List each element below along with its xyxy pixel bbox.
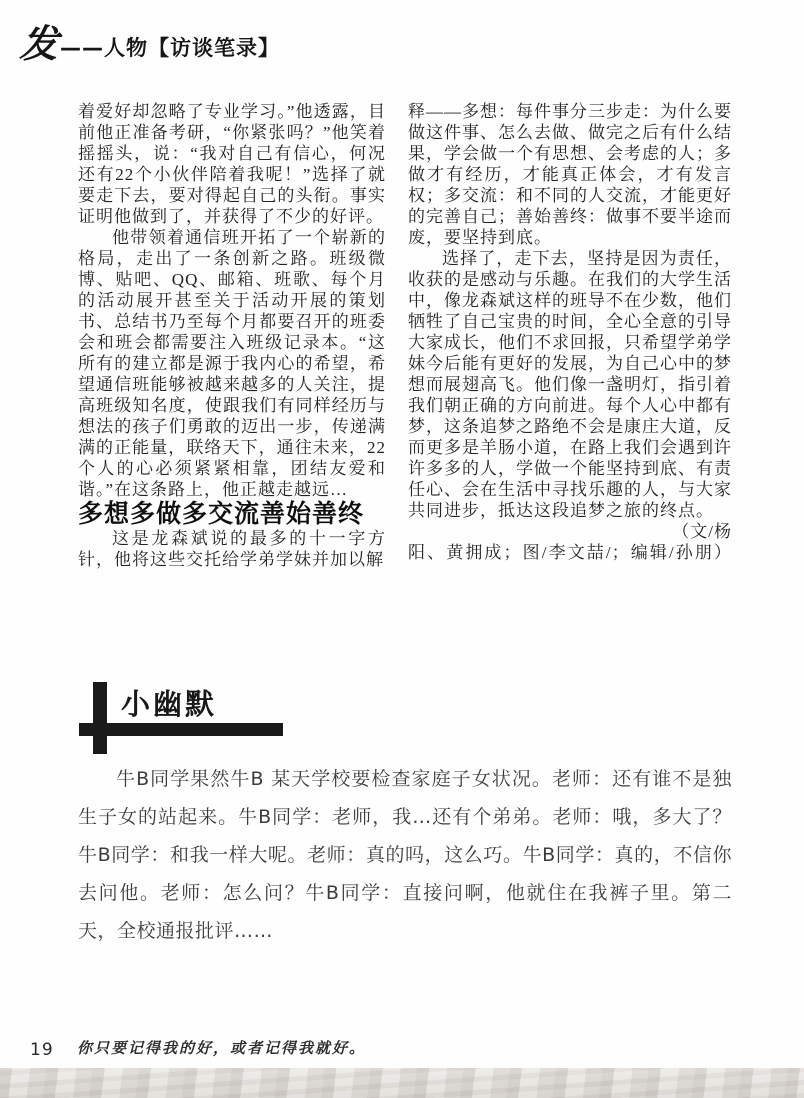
footer-tagline: 你只要记得我的好，或者记得我就好。 [77,1039,367,1057]
article-subheading: 多想多做多交流善始善终 [78,499,365,528]
humor-joke-text: 牛B同学果然牛B 某天学校要检查家庭子女状况。老师：还有谁不是独生子女的站起来。牛B同学：老师，我…还有个弟弟。老师：哦，多大了？牛B同学：和我一样大呢。老师：真的吗，这么巧。牛B同学：真的，不信你去问他。老师：怎么问？牛B同学：直接问啊，他就住在我裤子里。第二天，全校通报批评…… [78,768,732,942]
article-paragraph: 这是龙森斌说的最多的十一字方针，他将这些交托给学弟学妹并加以解 [78,529,386,569]
page-number: 19 [30,1040,54,1060]
bottom-texture-strip [0,1068,804,1098]
article-paragraph: 着爱好却忽略了专业学习。”他透露，目前他正准备考研，“你紧张吗？”他笑着摇摇头，说：“我对自己有信心，何况还有22个小伙伴陪着我呢！”选择了就要走下去，要对得起自己的头衔。事实证明他做到了，并获得了不少的好评。 [78,102,386,226]
article-column-left [78,101,386,570]
humor-section-title: 小幽默 [121,687,218,721]
section-title: ——人物【访谈笔录】 [60,36,281,60]
article-paragraph: 选择了，走下去，坚持是因为责任，收获的是感动与乐趣。在我们的大学生活中，像龙森斌这样的班导不在少数，他们牺牲了自己宝贵的时间，全心全意的引导大家成长，他们不求回报，只希望学弟学妹今后能有更好的发展，为自己心中的梦想而展翅高飞。他们像一盏明灯，指引着我们朝正确的方向前进。每个人心中都有梦，这条追梦之路绝不会是康庄大道，反而更多是羊肠小道，在路上我们会遇到许许多多的人，学做一个能坚持到底、有责任心、会在生活中寻找乐趣的人，与大家共同进步，抵达这段追梦之旅的终点。 [408,249,732,520]
humor-crossbar-vertical [93,682,107,754]
byline-credit-line1: （文/杨 [672,522,732,541]
article-paragraph: 他带领着通信班开拓了一个崭新的格局，走出了一条创新之路。班级微博、贴吧、QQ、邮箱、班歌、每个月的活动展开甚至关于活动开展的策划书、总结书乃至每个月都要召开的班委会和班会都需要注入班级记录本。“这所有的建立都是源于我内心的希望，希望通信班能够被越来越多的人关注，提高班级知名度，使跟我们有同样经历与想法的孩子们勇敢的迈出一步，传递满满的正能量，联络天下，通往未来，22个人的心必须紧紧相靠，团结友爱和谐。”在这条路上，他正越走越远… [78,228,386,499]
humor-crossbar-horizontal [79,723,283,736]
page-header [20,16,280,64]
article-column-right [408,101,732,563]
masthead-logo-char: 发 [18,21,60,66]
article-paragraph: 释——多想：每件事分三步走：为什么要做这件事、怎么去做、做完之后有什么结果，学会做一个有思想、会考虑的人；多做才有经历，才能真正体会，才有发言权；多交流：和不同的人交流，才能更好的完善自己；善始善终：做事不要半途而废，要坚持到底。 [408,102,732,247]
byline-credit-line2: 阳、黄拥成；图/李文喆/；编辑/孙朋） [408,543,732,562]
